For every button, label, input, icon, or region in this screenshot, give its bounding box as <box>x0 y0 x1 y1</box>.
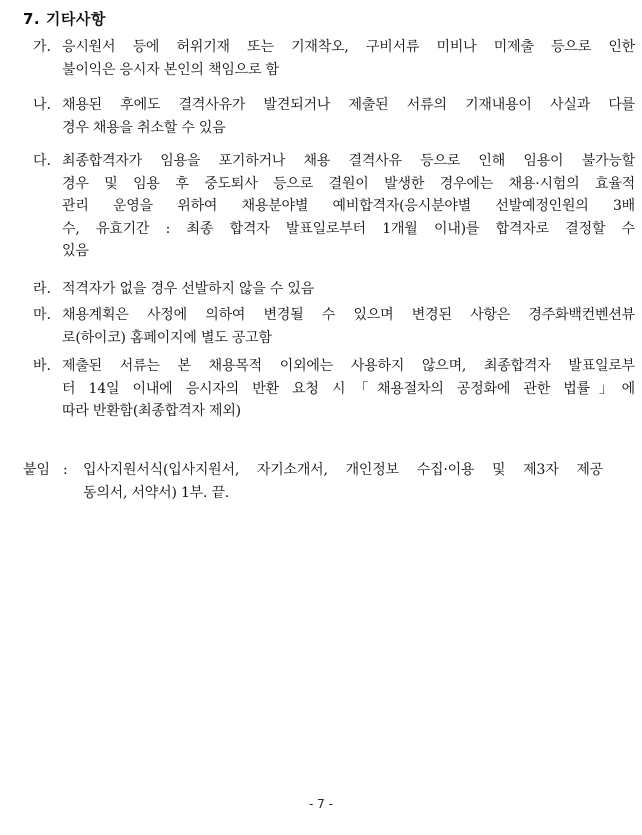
item-line: 로(하이코) 홈페이지에 별도 공고함 <box>62 329 272 346</box>
item-line: 따라 반환함(최종합격자 제외) <box>62 403 241 419</box>
item-line: 채용계획은 사정에 의하여 변경될 수 있으며 변경된 사항은 경주화백컨벤션뷰 <box>62 307 635 323</box>
item-marker: 바. <box>33 358 51 374</box>
item-marker: 마. <box>33 307 51 323</box>
item-text <box>62 355 635 423</box>
item-line: 터 14일 이내에 응시자의 반환 요청 시「채용절차의 공정화에 관한 법률」에 <box>62 380 635 397</box>
item-line: 불이익은 응시자 본인의 책임으로 함 <box>62 61 279 78</box>
attachment-text <box>83 459 603 504</box>
attachment-line: 입사지원서식(입사지원서, 자기소개서, 개인정보 수집·이용 및 제3자 제공 <box>83 462 603 478</box>
attachment-colon: : <box>63 462 68 478</box>
item-line: 응시원서 등에 허위기재 또는 기재착오, 구비서류 미비나 미제출 등으로 인한 <box>62 39 635 55</box>
item-line: 있음 <box>62 243 89 259</box>
attachment-label: 붙임 <box>23 462 51 478</box>
item-text <box>62 36 635 81</box>
item-marker: 나. <box>33 97 51 113</box>
item-text <box>62 304 635 349</box>
item-marker: 다. <box>33 153 51 169</box>
item-line: 수, 유효기간 : 최종 합격자 발표일로부터 1개월 이내)를 합격자로 결정할 수 <box>62 220 635 237</box>
item-marker: 라. <box>33 281 51 297</box>
item-line: 경우 및 임용 후 중도퇴사 등으로 결원이 발생한 경우에는 채용·시험의 효율적 <box>62 175 635 192</box>
item-text <box>62 278 635 301</box>
item-marker: 가. <box>33 39 51 55</box>
item-text <box>62 150 635 263</box>
item-line: 적격자가 없을 경우 선발하지 않을 수 있음 <box>62 281 315 297</box>
item-line: 관리 운영을 위하여 채용분야별 예비합격자(응시분야별 선발예정인원의 3배 <box>62 198 635 214</box>
item-line: 채용된 후에도 결격사유가 발견되거나 제출된 서류의 기재내용이 사실과 다를 <box>62 97 635 113</box>
attachment-line: 동의서, 서약서) 1부. 끝. <box>83 484 230 501</box>
item-text <box>62 94 635 139</box>
item-line: 최종합격자가 임용을 포기하거나 채용 결격사유 등으로 인해 임용이 불가능할 <box>62 153 635 169</box>
item-line: 제출된 서류는 본 채용목적 이외에는 사용하지 않으며, 최종합격자 발표일로부 <box>62 358 635 374</box>
section-title: 7. 기타사항 <box>23 10 106 28</box>
item-line: 경우 채용을 취소할 수 있음 <box>62 119 226 136</box>
page-number: - 7 - <box>309 797 333 811</box>
